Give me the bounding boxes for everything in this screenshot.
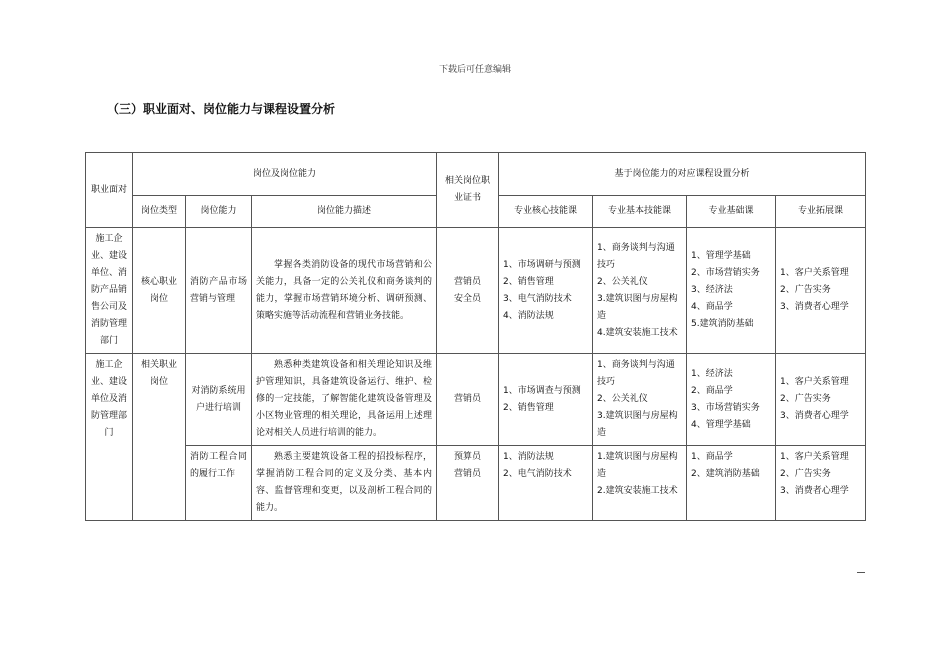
cell-extension-courses xyxy=(776,228,866,354)
course-item: 3、电气消防技术 xyxy=(503,293,572,304)
table-row xyxy=(86,354,866,446)
curriculum-table xyxy=(85,152,866,521)
course-item: 2、广告实务 xyxy=(780,469,831,479)
course-item: 3、经济法 xyxy=(691,285,733,295)
cell-position-type: 核心职业岗位 xyxy=(133,228,186,354)
table-edge-mark xyxy=(857,572,865,573)
header-career-face: 职业面对 xyxy=(86,153,133,228)
course-item: 3、市场营销实务 xyxy=(691,402,760,413)
course-item: 4、消防法规 xyxy=(503,310,554,321)
course-item: 4、商品学 xyxy=(691,302,733,312)
cell-ability: 消防工程合同的履行工作 xyxy=(186,446,252,521)
cell-foundation-courses xyxy=(687,228,776,354)
course-item: 4.建筑安装施工技术 xyxy=(597,327,678,338)
cell-basic-courses xyxy=(593,228,687,354)
header-course-group: 基于岗位能力的对应课程设置分析 xyxy=(499,153,866,196)
course-item: 2、商品学 xyxy=(691,385,733,396)
course-item: 1、客户关系管理 xyxy=(780,377,849,387)
cell-basic-courses xyxy=(593,354,687,446)
header-cert: 相关岗位职业证书 xyxy=(437,153,499,228)
course-item: 3.建筑识图与房屋构造 xyxy=(597,411,678,438)
course-item: 2、公关礼仪 xyxy=(597,276,648,287)
course-item: 1、客户关系管理 xyxy=(780,452,849,462)
course-item: 3、消费者心理学 xyxy=(780,302,849,312)
course-item: 1、商务谈判与沟通技巧 xyxy=(597,360,675,387)
course-item: 4、管理学基础 xyxy=(691,419,751,430)
cell-extension-courses xyxy=(776,446,866,521)
course-item: 2、公关礼仪 xyxy=(597,394,648,404)
header-ability: 岗位能力 xyxy=(186,196,252,228)
section-title: （三）职业面对、岗位能力与课程设置分析 xyxy=(107,102,336,116)
cell-cert: 营销员 安全员 xyxy=(437,228,499,354)
header-basic-skill: 专业基本技能课 xyxy=(593,196,687,228)
cell-core-courses xyxy=(499,228,593,354)
course-item: 2、广告实务 xyxy=(780,285,831,295)
course-item: 2.建筑安装施工技术 xyxy=(597,486,678,496)
course-item: 1、经济法 xyxy=(691,368,733,379)
header-extension: 专业拓展课 xyxy=(776,196,866,228)
course-item: 1、商务谈判与沟通技巧 xyxy=(597,242,675,270)
cell-cert: 营销员 xyxy=(437,354,499,446)
course-item: 1、市场调研与预测 xyxy=(503,259,581,270)
course-item: 1、商品学 xyxy=(691,452,733,462)
course-item: 3、消费者心理学 xyxy=(780,411,849,421)
header-core-skill: 专业核心技能课 xyxy=(499,196,593,228)
cell-ability-desc: 熟悉主要建筑设备工程的招投标程序，掌握消防工程合同的定义及分类、基本内容、监督管理和变更，以及剖析工程合同的能力。 xyxy=(252,446,437,521)
cell-core-courses xyxy=(499,446,593,521)
course-item: 3.建筑识图与房屋构造 xyxy=(597,293,678,321)
course-item: 1、消防法规 xyxy=(503,452,554,462)
top-note: 下载后可任意编辑 xyxy=(438,65,511,75)
cell-ability: 对消防系统用户进行培训 xyxy=(186,354,252,446)
table-row xyxy=(86,228,866,354)
table-row xyxy=(86,446,866,521)
header-foundation: 专业基础课 xyxy=(687,196,776,228)
course-item: 1、市场调查与预测 xyxy=(503,385,581,396)
course-item: 1、客户关系管理 xyxy=(780,268,849,278)
course-item: 2、市场营销实务 xyxy=(691,268,760,278)
cell-foundation-courses xyxy=(687,446,776,521)
course-item: 5.建筑消防基础 xyxy=(691,319,754,329)
course-item: 2、销售管理 xyxy=(503,402,554,413)
cell-basic-courses xyxy=(593,446,687,521)
cell-cert: 预算员 营销员 xyxy=(437,446,499,521)
course-item: 1.建筑识图与房屋构造 xyxy=(597,452,678,479)
cell-ability: 消防产品市场营销与管理 xyxy=(186,228,252,354)
course-item: 2、广告实务 xyxy=(780,394,831,404)
course-item: 2、建筑消防基础 xyxy=(691,469,760,479)
cell-position-type: 相关职业岗位 xyxy=(133,354,186,521)
course-item: 3、消费者心理学 xyxy=(780,486,849,496)
course-item: 1、管理学基础 xyxy=(691,251,751,261)
header-ability-desc: 岗位能力描述 xyxy=(252,196,437,228)
cell-career: 施工企业、建设单位、消防产品销售公司及消防管理部门 xyxy=(86,228,133,354)
header-position-type: 岗位类型 xyxy=(133,196,186,228)
cell-foundation-courses xyxy=(687,354,776,446)
course-item: 2、电气消防技术 xyxy=(503,469,572,479)
header-position-group: 岗位及岗位能力 xyxy=(133,153,437,196)
cell-extension-courses xyxy=(776,354,866,446)
cell-core-courses xyxy=(499,354,593,446)
cell-ability-desc: 掌握各类消防设备的现代市场营销和公关能力，具备一定的公关礼仪和商务谈判的能力，掌握市场营销环境分析、调研预测、策略实施等活动流程和营销业务技能。 xyxy=(252,228,437,354)
cell-ability-desc: 熟悉种类建筑设备和相关理论知识及维护管理知识，具备建筑设备运行、维护、检修的一定技能，了解智能化建筑设备管理及小区物业管理的相关理论，具备运用上述理论对相关人员进行培训的能力。 xyxy=(252,354,437,446)
cell-career: 施工企业、建设单位及消防管理部门 xyxy=(86,354,133,521)
course-item: 2、销售管理 xyxy=(503,276,554,287)
